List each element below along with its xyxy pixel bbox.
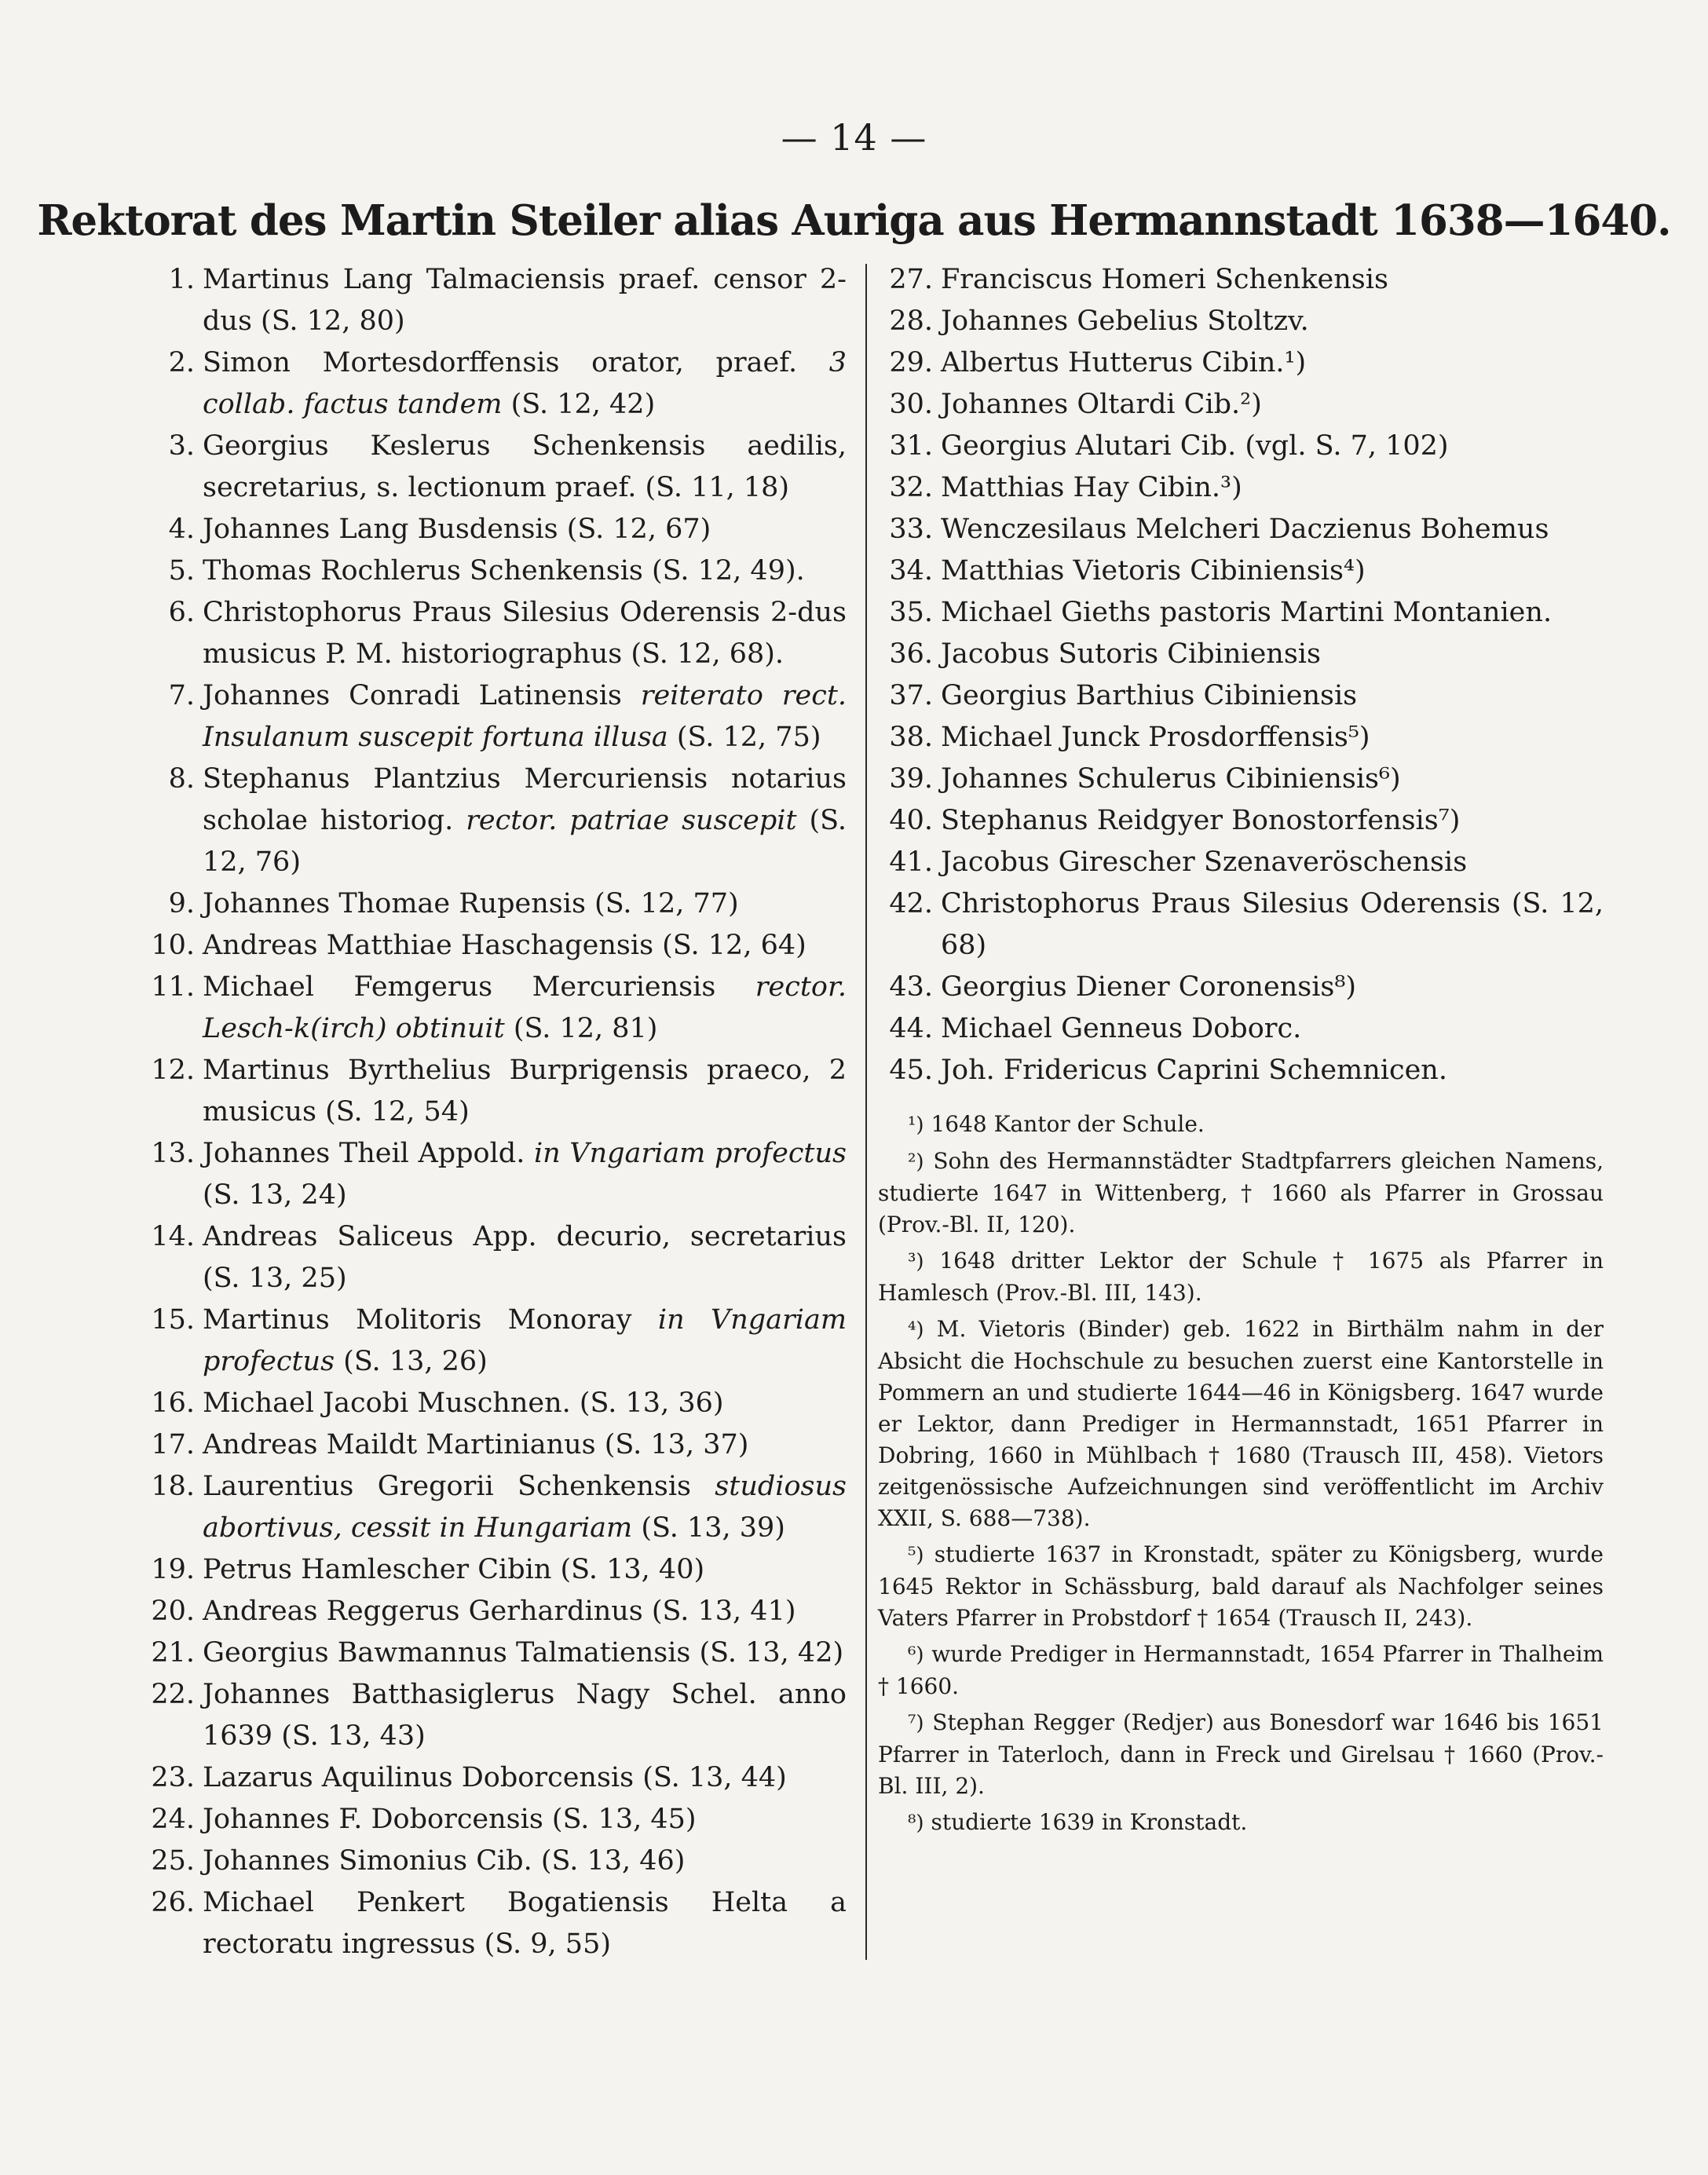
entry-number: 45. (889, 1055, 933, 1086)
list-entry (878, 1008, 1604, 1050)
entry-text (203, 1133, 847, 1216)
list-entry (140, 1757, 847, 1799)
list-entry (140, 509, 847, 550)
list-entry (878, 592, 1604, 634)
entry-text (203, 1591, 847, 1632)
footnote (878, 1807, 1604, 1839)
footnote-marker: ⁶) (908, 1643, 924, 1667)
footnote-marker: ⁸) (908, 1811, 924, 1835)
entry-number: 10. (151, 930, 195, 961)
entry-text-segment: Johannes Batthasiglerus Nagy Schel. anno 1639 (S. 13, 43) (203, 1679, 847, 1752)
footnote-marker: ¹) (908, 1113, 924, 1137)
entry-number: 13. (151, 1138, 195, 1169)
list-entry (140, 1383, 847, 1424)
entry-text (941, 467, 1604, 509)
list-entry (140, 1841, 847, 1882)
entry-text (203, 1549, 847, 1591)
entry-text (941, 384, 1604, 426)
entry-text-segment: Michael Penkert Bogatiensis Helta a rectoratu ingressus (S. 9, 55) (203, 1887, 847, 1960)
entry-text (203, 342, 847, 426)
entry-text-segment: Johannes Conradi Latinensis (203, 680, 641, 711)
left-column (140, 259, 847, 1965)
entry-text (203, 1383, 847, 1424)
entry-number: 34. (889, 555, 933, 587)
list-entry (140, 1133, 847, 1216)
entry-number: 41. (889, 846, 933, 878)
entry-number: 16. (151, 1387, 195, 1419)
entry-text-segment: Johannes Lang Busdensis (S. 12, 67) (203, 514, 711, 545)
entry-text-segment: Jacobus Girescher Szenaveröschensis (941, 846, 1468, 878)
entry-number: 6. (168, 597, 195, 628)
list-entry (878, 842, 1604, 883)
entry-text-segment: Martinus Byrthelius Burprigensis praeco, 2 musicus (S. 12, 54) (203, 1055, 847, 1128)
entry-number: 20. (151, 1596, 195, 1627)
entry-text (203, 509, 847, 550)
entry-text (203, 1216, 847, 1300)
entry-text (941, 842, 1604, 883)
entry-text (941, 592, 1604, 634)
entry-number: 36. (889, 638, 933, 670)
entry-text-segment: Andreas Maildt Martinianus (S. 13, 37) (203, 1429, 749, 1460)
list-entry (140, 1632, 847, 1674)
entry-text (203, 925, 847, 967)
entry-text (203, 1632, 847, 1674)
entry-text-segment: Johannes F. Doborcensis (S. 13, 45) (203, 1804, 697, 1835)
entry-number: 24. (151, 1804, 195, 1835)
entry-number: 43. (889, 971, 933, 1003)
entry-number: 31. (889, 430, 933, 462)
list-entry (140, 967, 847, 1050)
entry-number: 33. (889, 514, 933, 545)
footnote (878, 1109, 1604, 1141)
list-entry (140, 1466, 847, 1549)
list-entry (140, 925, 847, 967)
list-entry (140, 426, 847, 509)
entry-number: 23. (151, 1762, 195, 1793)
entry-text-segment: Johannes Theil Appold. (203, 1138, 534, 1169)
list-entry (140, 1549, 847, 1591)
entry-text (941, 717, 1604, 759)
entry-text (941, 675, 1604, 717)
entry-number: 4. (168, 514, 195, 545)
footnote (878, 1707, 1604, 1802)
entry-text (203, 426, 847, 509)
footnotes (878, 1109, 1604, 1839)
entry-number: 11. (151, 971, 195, 1003)
entry-number: 40. (889, 805, 933, 836)
entry-text-segment: Andreas Matthiae Haschagensis (S. 12, 64) (203, 930, 806, 961)
entry-text-segment: (S. 13, 26) (335, 1346, 488, 1377)
entry-text (941, 759, 1604, 800)
entry-number: 19. (151, 1554, 195, 1585)
footnote-text: 1648 dritter Lektor der Schule † 1675 als Pfarrer in Hamlesch (Prov.-Bl. III, 143). (878, 1248, 1604, 1306)
entry-text (941, 634, 1604, 675)
list-entry (140, 1050, 847, 1133)
entry-text-segment: Michael Junck Prosdorffensis⁵) (941, 722, 1370, 753)
entry-text (941, 509, 1604, 550)
footnote-marker: ²) (908, 1150, 924, 1174)
list-entry (878, 342, 1604, 384)
list-entry (878, 883, 1604, 967)
entry-number: 9. (168, 888, 195, 919)
entry-number: 1. (168, 264, 195, 295)
footnote-marker: ³) (908, 1250, 924, 1274)
entry-text-segment: Johannes Simonius Cib. (S. 13, 46) (203, 1845, 686, 1877)
list-entry (140, 1424, 847, 1466)
footnote (878, 1314, 1604, 1534)
entry-text-segment: (S. 12, 42) (502, 389, 656, 420)
entry-number: 42. (889, 888, 933, 919)
entry-number: 17. (151, 1429, 195, 1460)
entry-number: 39. (889, 763, 933, 795)
entry-text-segment: Thomas Rochlerus Schenkensis (S. 12, 49). (203, 555, 805, 587)
entry-italic-text: in Vngariam profectus (533, 1138, 847, 1169)
list-entry (878, 759, 1604, 800)
list-entry (878, 717, 1604, 759)
entry-italic-text: studiosus abortivus, cessit in Hungariam (203, 1471, 847, 1544)
entry-text (203, 883, 847, 925)
entry-text (203, 1050, 847, 1133)
list-entry (140, 883, 847, 925)
footnote (878, 1245, 1604, 1309)
entry-text (203, 259, 847, 342)
entry-text-segment: (S. 12, 76) (203, 805, 847, 878)
entry-text (941, 967, 1604, 1008)
entry-text (941, 342, 1604, 384)
entry-italic-text: rector. patriae suscepit (466, 805, 797, 836)
entry-number: 21. (151, 1637, 195, 1669)
entry-text-segment: Christophorus Praus Silesius Oderensis (S. 12, 68) (941, 888, 1604, 961)
page-number: — 14 — (781, 116, 927, 159)
entry-text-segment: Laurentius Gregorii Schenkensis (203, 1471, 715, 1502)
right-entry-list (878, 259, 1604, 1091)
entry-text (203, 1300, 847, 1383)
entry-text-segment: (S. 13, 24) (203, 1179, 347, 1211)
entry-number: 8. (168, 763, 195, 795)
entry-number: 25. (151, 1845, 195, 1877)
entry-text (941, 1008, 1604, 1050)
page-title: Rektorat des Martin Steiler alias Auriga aus Hermannstadt 1638—1640. (37, 196, 1671, 245)
entry-number: 5. (168, 555, 195, 587)
entry-text (941, 1050, 1604, 1091)
list-entry (878, 800, 1604, 842)
list-entry (140, 1799, 847, 1841)
list-entry (140, 592, 847, 675)
list-entry (878, 426, 1604, 467)
entry-number: 28. (889, 305, 933, 337)
entry-number: 14. (151, 1221, 195, 1252)
entry-text (203, 1799, 847, 1841)
entry-text-segment: Lazarus Aquilinus Doborcensis (S. 13, 44) (203, 1762, 787, 1793)
footnote-text: 1648 Kantor der Schule. (923, 1111, 1205, 1137)
entry-number: 37. (889, 680, 933, 711)
entry-text-segment: Wenczesilaus Melcheri Daczienus Bohemus (941, 514, 1549, 545)
entry-text-segment: Stephanus Plantzius Mercuriensis notarius scholae historiog. (203, 763, 847, 836)
entry-text (203, 967, 847, 1050)
entry-italic-text: 3 collab. factus tandem (203, 347, 847, 420)
entry-text-segment: Matthias Hay Cibin.³) (941, 472, 1242, 503)
list-entry (140, 550, 847, 592)
entry-text (941, 883, 1604, 967)
entry-text-segment: (S. 12, 75) (667, 722, 821, 753)
entry-number: 44. (889, 1013, 933, 1044)
entry-text-segment: Georgius Diener Coronensis⁸) (941, 971, 1357, 1003)
entry-number: 30. (889, 389, 933, 420)
entry-number: 27. (889, 264, 933, 295)
entry-text-segment: Martinus Molitoris Monoray (203, 1304, 658, 1336)
entry-text-segment: Michael Jacobi Muschnen. (S. 13, 36) (203, 1387, 724, 1419)
list-entry (878, 467, 1604, 509)
list-entry (878, 675, 1604, 717)
entry-text (941, 259, 1604, 301)
entry-number: 7. (168, 680, 195, 711)
entry-text (203, 1882, 847, 1965)
footnote-text: Stephan Regger (Redjer) aus Bonesdorf war 1646 bis 1651 Pfarrer in Taterloch, dann in Freck und Girelsau † 1660 (Prov.-Bl. III, 2). (878, 1709, 1604, 1799)
entry-number: 35. (889, 597, 933, 628)
entry-number: 2. (168, 347, 195, 378)
list-entry (140, 675, 847, 759)
entry-text-segment: Michael Gieths pastoris Martini Montanien. (941, 597, 1553, 628)
right-column (878, 259, 1604, 1844)
footnote-marker: ⁷) (908, 1712, 924, 1735)
entry-text (941, 301, 1604, 342)
entry-text (203, 1841, 847, 1882)
entry-number: 12. (151, 1055, 195, 1086)
entry-text-segment: Georgius Barthius Cibiniensis (941, 680, 1358, 711)
entry-text-segment: Martinus Lang Talmaciensis praef. censor 2-dus (S. 12, 80) (203, 264, 847, 337)
entry-text-segment: (S. 12, 81) (504, 1013, 658, 1044)
entry-number: 38. (889, 722, 933, 753)
entry-text (203, 1424, 847, 1466)
list-entry (878, 550, 1604, 592)
entry-number: 18. (151, 1471, 195, 1502)
entry-italic-text: rector. Lesch-k(irch) obtinuit (203, 971, 847, 1044)
entry-text-segment: Georgius Bawmannus Talmatiensis (S. 13, 42) (203, 1637, 844, 1669)
list-entry (878, 384, 1604, 426)
entry-text (203, 1674, 847, 1757)
list-entry (140, 1591, 847, 1632)
entry-text-segment: Matthias Vietoris Cibiniensis⁴) (941, 555, 1366, 587)
entry-number: 22. (151, 1679, 195, 1710)
entry-text-segment: Franciscus Homeri Schenkensis (941, 264, 1388, 295)
entry-text-segment: Albertus Hutterus Cibin.¹) (941, 347, 1307, 378)
column-divider (865, 264, 867, 1960)
footnote (878, 1539, 1604, 1634)
footnote-text: Sohn des Hermannstädter Stadtpfarrers gleichen Namens, studierte 1647 in Wittenberg, † 1660 als Pfarrer in Grossau (Prov.-Bl. II, 120). (878, 1148, 1604, 1237)
entry-text-segment: Andreas Saliceus App. decurio, secretarius (S. 13, 25) (203, 1221, 847, 1294)
footnote (878, 1146, 1604, 1241)
entry-text-segment: Andreas Reggerus Gerhardinus (S. 13, 41) (203, 1596, 796, 1627)
entry-text-segment: Johannes Thomae Rupensis (S. 12, 77) (203, 888, 739, 919)
list-entry (878, 1050, 1604, 1091)
entry-number: 15. (151, 1304, 195, 1336)
entry-text-segment: Simon Mortesdorffensis orator, praef. (203, 347, 829, 378)
entry-text-segment: Georgius Alutari Cib. (vgl. S. 7, 102) (941, 430, 1449, 462)
list-entry (878, 259, 1604, 301)
entry-number: 29. (889, 347, 933, 378)
list-entry (878, 634, 1604, 675)
list-entry (140, 342, 847, 426)
entry-text (203, 1757, 847, 1799)
entry-number: 26. (151, 1887, 195, 1918)
entry-text (203, 1466, 847, 1549)
entry-italic-text: reiterato rect. Insulanum suscepit fortuna illusa (203, 680, 847, 753)
list-entry (140, 1300, 847, 1383)
footnote-text: studierte 1639 in Kronstadt. (923, 1809, 1248, 1835)
list-entry (140, 759, 847, 883)
entry-text (941, 426, 1604, 467)
list-entry (878, 509, 1604, 550)
entry-text-segment: (S. 13, 39) (632, 1512, 785, 1544)
footnote-marker: ⁴) (908, 1318, 924, 1342)
entry-number: 32. (889, 472, 933, 503)
entry-text (203, 592, 847, 675)
entry-text-segment: Petrus Hamlescher Cibin (S. 13, 40) (203, 1554, 705, 1585)
entry-text-segment: Johannes Schulerus Cibiniensis⁶) (941, 763, 1401, 795)
entry-text (941, 800, 1604, 842)
entry-text-segment: Joh. Fridericus Caprini Schemnicen. (941, 1055, 1447, 1086)
entry-text-segment: Georgius Keslerus Schenkensis aedilis, secretarius, s. lectionum praef. (S. 11, 18) (203, 430, 847, 503)
entry-text (941, 550, 1604, 592)
entry-text-segment: Jacobus Sutoris Cibiniensis (941, 638, 1321, 670)
list-entry (878, 301, 1604, 342)
entry-text-segment: Michael Femgerus Mercuriensis (203, 971, 755, 1003)
entry-italic-text: in Vngariam profectus (203, 1304, 847, 1377)
list-entry (140, 259, 847, 342)
entry-text (203, 759, 847, 883)
entry-text (203, 675, 847, 759)
entry-text-segment: Stephanus Reidgyer Bonostorfensis⁷) (941, 805, 1461, 836)
entry-number: 3. (168, 430, 195, 462)
footnote-marker: ⁵) (908, 1544, 924, 1567)
entry-text-segment: Johannes Gebelius Stoltzv. (941, 305, 1309, 337)
list-entry (140, 1674, 847, 1757)
footnote-text: studierte 1637 in Kronstadt, später zu Königsberg, wurde 1645 Rektor in Schässburg, bald darauf als Nachfolger seines Vaters Pfarrer in Probstdorf † 1654 (Trausch II, 243). (878, 1541, 1604, 1631)
entry-text-segment: Johannes Oltardi Cib.²) (941, 389, 1262, 420)
footnote-text: M. Vietoris (Binder) geb. 1622 in Birthälm nahm in der Absicht die Hochschule zu besuchen zuerst eine Kantorstelle in Pommern an und studierte 1644—46 in Königsberg. 1647 wurde er Lektor, dann Prediger in Hermannstadt, 1651 Pfarrer in Dobring, 1660 in Mühlbach † 1680 (Trausch III, 458). Vietors zeitgenössische Aufzeichnungen sind veröffentlicht im Archiv XXII, S. 688—738). (878, 1316, 1604, 1531)
entry-text-segment: Christophorus Praus Silesius Oderensis 2-dus musicus P. M. historiographus (S. 12, 68). (203, 597, 847, 670)
footnote (878, 1639, 1604, 1702)
entry-text-segment: Michael Genneus Doborc. (941, 1013, 1302, 1044)
list-entry (140, 1216, 847, 1300)
footnote-text: wurde Prediger in Hermannstadt, 1654 Pfarrer in Thalheim † 1660. (878, 1641, 1604, 1699)
list-entry (140, 1882, 847, 1965)
list-entry (878, 967, 1604, 1008)
entry-text (203, 550, 847, 592)
